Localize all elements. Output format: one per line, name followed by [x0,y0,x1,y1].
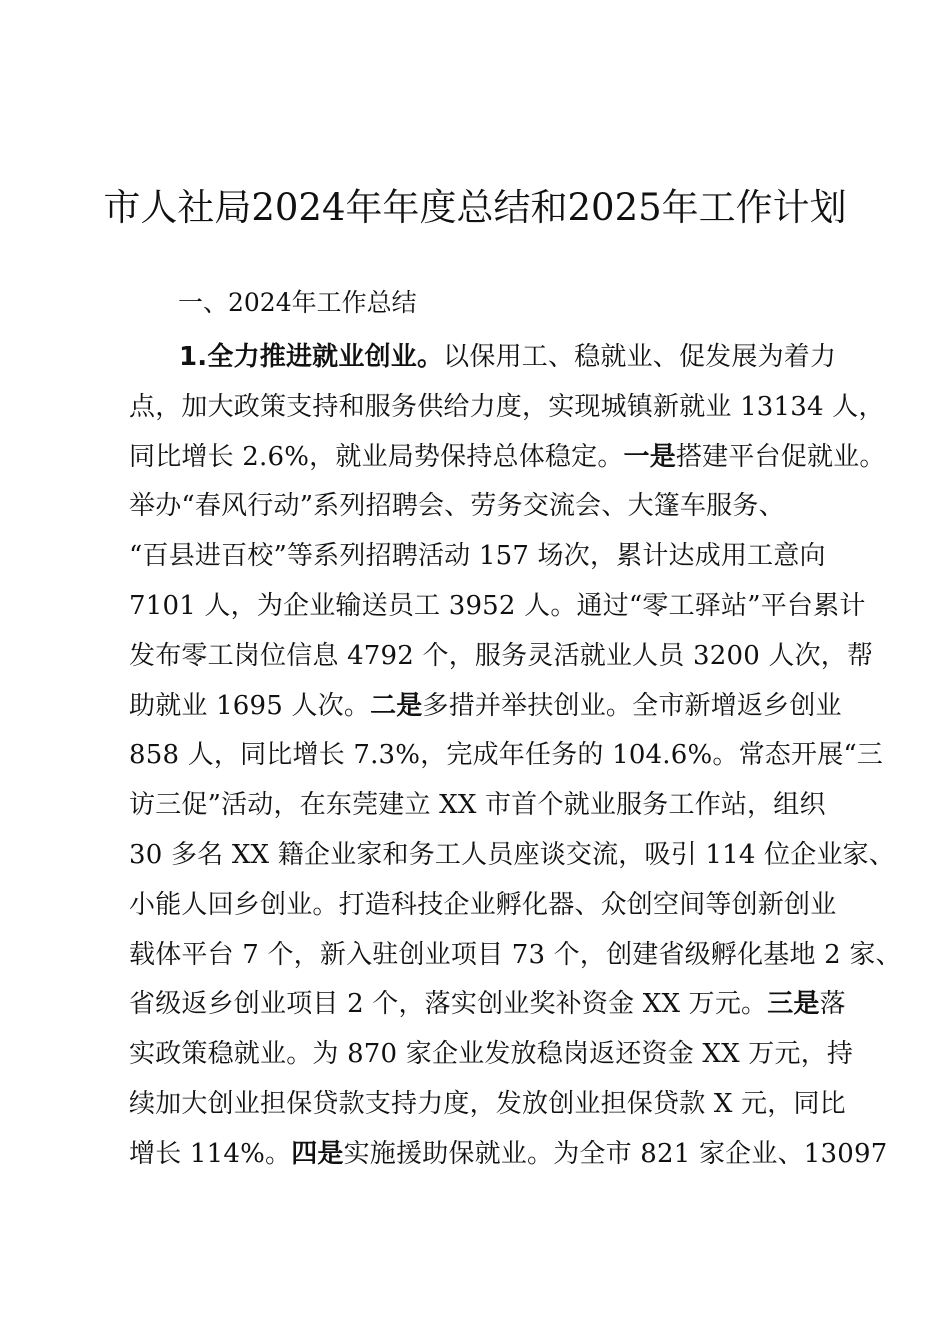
document-title: 市人社局2024年年度总结和2025年工作计划 [103,186,847,229]
text-line [129,582,866,632]
body-paragraph [129,333,902,1180]
text-line [129,383,885,433]
text-run: 落 [819,989,846,1020]
bold-text-run: 1.全力推进就业创业。 [179,342,444,372]
text-line [129,980,849,1030]
text-line [129,433,886,483]
text-run: 助就业 1695 人次。 [129,690,371,721]
text-line [129,482,849,532]
text-run: “百县进百校”等系列招聘活动 157 场次，累计达成用工意向 [129,541,826,572]
text-run: 搭建平台促就业。 [675,441,886,472]
bold-text-run: 一是 [623,441,676,472]
text-run: 增长 114%。 [129,1138,292,1169]
text-line [129,931,902,981]
text-run: 载体平台 7 个，新入驻创业项目 73 个，创建省级孵化基地 2 家、 [129,939,902,970]
text-line [129,1030,854,1080]
text-line [129,1130,888,1180]
text-run: 同比增长 2.6%，就业局势保持总体稳定。 [129,441,624,472]
text-run: 发布零工岗位信息 4792 个，服务灵活就业人员 3200 人次，帮 [129,640,874,671]
text-run: 点，加大政策支持和服务供给力度，实现城镇新就业 13134 人， [129,391,885,422]
text-run: 以保用工、稳就业、促发展为着力 [443,342,837,372]
text-line [129,881,849,931]
text-run: 举办“春风行动”系列招聘会、劳务交流会、大篷车服务、 [129,491,785,522]
text-line [129,333,849,383]
text-run: 多措并举扶创业。全市新增返乡创业 [422,690,842,721]
text-run: 7101 人，为企业输送员工 3952 人。通过“零工驿站”平台累计 [129,590,866,621]
text-run: 实施援助保就业。为全市 821 家企业、13097 [343,1138,888,1169]
text-run: 小能人回乡创业。打造科技企业孵化器、众创空间等创新创业 [129,889,837,920]
text-line [129,731,884,781]
text-run: 访三促”活动，在东莞建立 XX 市首个就业服务工作站，组织 [129,790,826,821]
text-line [129,532,849,582]
section-heading: 一、2024年工作总结 [178,288,417,317]
bold-text-run: 二是 [370,690,423,721]
bold-text-run: 四是 [291,1138,344,1169]
text-line [129,1080,849,1130]
text-run: 省级返乡创业项目 2 个，落实创业奖补资金 XX 万元。 [129,989,768,1020]
text-line [129,781,849,831]
text-run: 实政策稳就业。为 870 家企业发放稳岗返还资金 XX 万元，持 [129,1039,854,1070]
text-line [129,831,896,881]
text-run: 续加大创业担保贷款支持力度，发放创业担保贷款 X 元，同比 [129,1088,846,1119]
text-line [129,632,874,682]
text-line [129,682,849,732]
text-run: 858 人，同比增长 7.3%，完成年任务的 104.6%。常态开展“三 [129,740,884,771]
bold-text-run: 三是 [767,989,820,1020]
text-run: 30 多名 XX 籍企业家和务工人员座谈交流，吸引 114 位企业家、 [129,839,896,870]
